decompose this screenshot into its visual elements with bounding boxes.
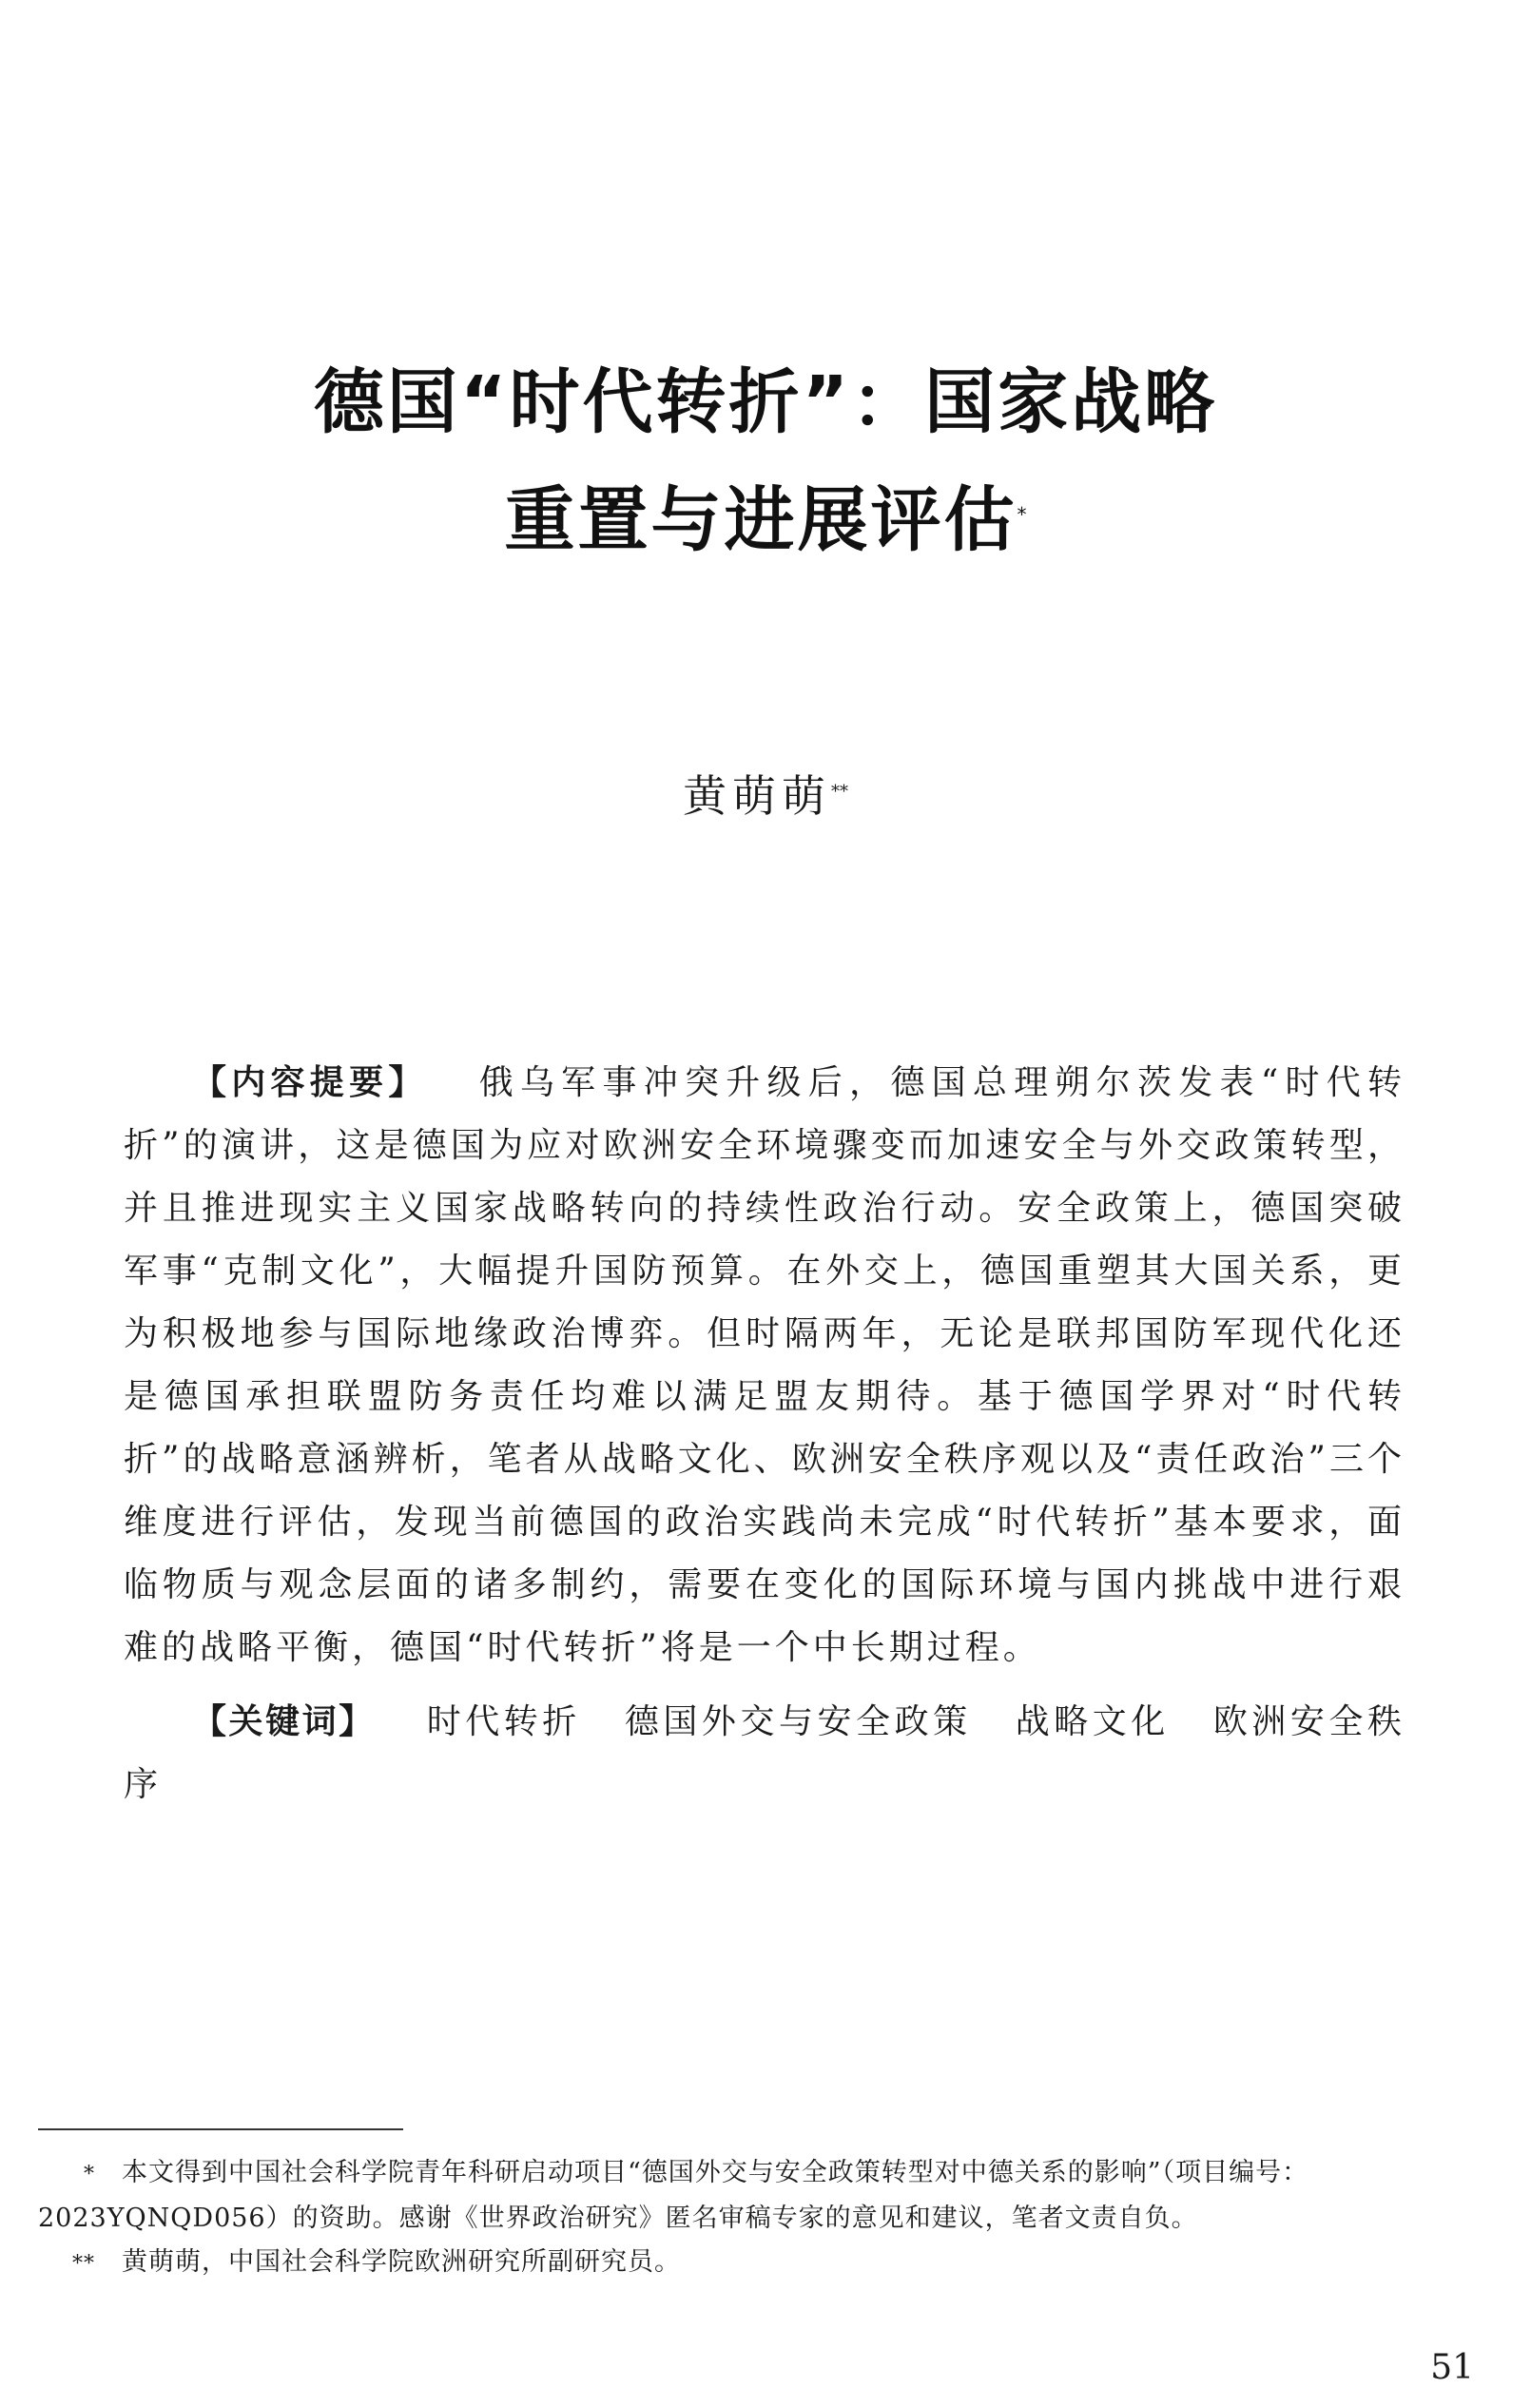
abstract-section <box>124 1052 1405 1816</box>
footnote-divider <box>38 2128 403 2130</box>
title-line-1: 德国“时代转折”：国家战略 <box>313 361 1218 443</box>
footnotes <box>38 2151 1493 2286</box>
footnote-1 <box>38 2151 1493 2241</box>
author-name-text: 黄萌萌 <box>683 770 831 822</box>
footnote-1-text: 本文得到中国社会科学院青年科研启动项目“德国外交与安全政策转型对中德关系的影响”（项目编号：2023YQNQD056）的资助。感谢《世界政治研究》匿名审稿专家的意见和建议，笔者文责自负。 <box>38 2158 1309 2233</box>
abstract-label: 【内容提要】 <box>192 1063 428 1102</box>
title-line-2 <box>0 479 1531 561</box>
keyword: 战略文化 <box>1015 1702 1170 1741</box>
keyword: 时代转折 <box>426 1702 581 1741</box>
title-footnote-mark[interactable]: * <box>1017 503 1027 526</box>
title-line-2-text: 重置与进展评估 <box>504 479 1017 561</box>
abstract-paragraph <box>124 1052 1405 1680</box>
footnote-2-mark: ** <box>72 2252 95 2276</box>
abstract-text: 俄乌军事冲突升级后，德国总理朔尔茨发表“时代转折”的演讲，这是德国为应对欧洲安全环境骤变而加速安全与外交政策转型，并且推进现实主义国家战略转向的持续性政治行动。安全政策上，德国突破军事“克制文化”，大幅提升国防预算。在外交上，德国重塑其大国关系，更为积极地参与国际地缘政治博弈。但时隔两年，无论是联邦国防军现代化还是德国承担联盟防务责任均难以满足盟友期待。基于德国学界对“时代转折”的战略意涵辨析，笔者从战略文化、欧洲安全秩序观以及“责任政治”三个维度进行评估，发现当前德国的政治实践尚未完成“时代转折”基本要求，面临物质与观念层面的诸多制约，需要在变化的国际环境与国内挑战中进行艰难的战略平衡，德国“时代转折”将是一个中长期过程。 <box>124 1063 1405 1667</box>
keyword: 德国外交与安全政策 <box>624 1702 972 1741</box>
footnote-2-text: 黄萌萌，中国社会科学院欧洲研究所副研究员。 <box>122 2247 681 2277</box>
keyword: 欧洲安全秩序 <box>124 1702 1405 1804</box>
footnote-2 <box>38 2241 1493 2286</box>
keywords-paragraph <box>124 1691 1405 1816</box>
author-footnote-mark[interactable]: ** <box>831 782 848 802</box>
footnote-1-mark: * <box>84 2163 95 2186</box>
keywords-label: 【关键词】 <box>192 1702 376 1741</box>
author-name <box>0 772 1531 820</box>
page-number: 51 <box>1430 2348 1474 2387</box>
